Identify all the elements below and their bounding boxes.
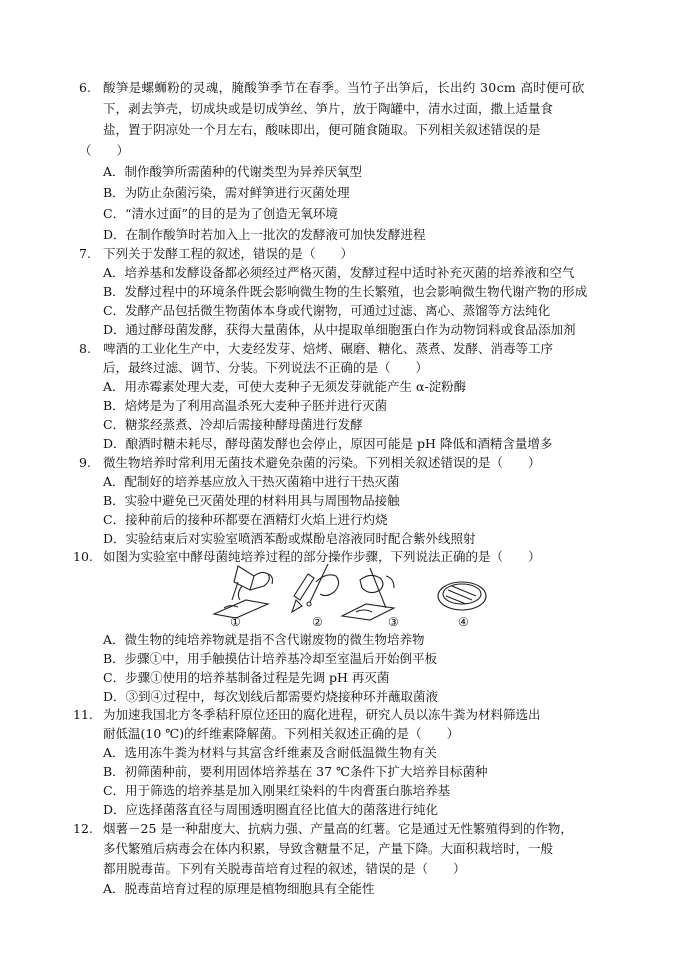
q9-option-a: A．配制好的培养基应放入干热灭菌箱中进行干热灭菌 — [103, 474, 400, 489]
step3-streaking-illustration — [342, 568, 394, 620]
q10-option-b: B．步骤①中，用手触摸估计培养基冷却至室温后开始倒平板 — [103, 651, 438, 666]
q9-stem-line-1: 微生物培养时常利用无菌技术避免杂菌的污染。下列相关叙述错误的是（ ） — [103, 455, 541, 470]
q7-option-a: A．培养基和发酵设备都必须经过严格灭菌，发酵过程中适时补充灭菌的培养液和空气 — [103, 265, 575, 280]
q10-option-c: C．步骤①使用的培养基制备过程是先调 pH 再灭菌 — [103, 670, 390, 685]
q12-option-a: A．脱毒苗培育过程的原理是植物细胞具有全能性 — [103, 881, 375, 896]
q9-option-b: B．实验中避免已灭菌处理的材料用具与周围物品接触 — [103, 493, 400, 508]
q8-option-a: A．用赤霉素处理大麦，可使大麦种子无须发芽就能产生 α-淀粉酶 — [103, 379, 467, 394]
q11-option-c: C．用于筛选的培养基是加入刚果红染料的牛肉膏蛋白胨培养基 — [103, 783, 451, 798]
q9-option-d: D．实验结束后对实验室喷洒苯酚或煤酚皂溶液同时配合紫外线照射 — [103, 531, 476, 546]
q8-number: 8. — [79, 341, 91, 356]
figure-label-2: ② — [312, 615, 323, 628]
q10-stem-line-1: 如图为实验室中酵母菌纯培养过程的部分操作步骤，下列说法正确的是（ ） — [103, 549, 541, 564]
q7-stem-line-1: 下列关于发酵工程的叙述，错误的是（ ） — [103, 246, 354, 261]
step1-pouring-illustration — [214, 566, 273, 618]
q9-number: 9. — [79, 455, 91, 470]
q11-stem-line-2: 耐低温(10 ℃)的纤维素降解菌。下列相关叙述正确的是（ ） — [103, 726, 460, 741]
q12-stem-line-3: 都用脱毒苗。下列有关脱毒苗培育过程的叙述，错误的是（ ） — [103, 861, 466, 876]
q8-option-d: D．酿酒时糖未耗尽，酵母菌发酵也会停止，原因可能是 pH 降低和酒精含量增多 — [103, 436, 553, 451]
q12-number: 12. — [73, 821, 93, 836]
q7-option-c: C．发酵产品包括微生物菌体本身或代谢物，可通过过滤、离心、蒸馏等方法纯化 — [103, 303, 551, 318]
q6-stem-line-2: 下，剥去笋壳，切成块或是切成笋丝、笋片，放于陶罐中，清水过面，撒上适量食 — [103, 101, 554, 116]
q10-number: 10. — [73, 549, 93, 564]
q7-option-b: B．发酵过程中的环境条件既会影响微生物的生长繁殖，也会影响微生物代谢产物的形成 — [103, 284, 588, 299]
q6-stem-line-3: 盐，置于阴凉处一个月左右，酸味即出，便可随食随取。下列相关叙述错误的是 — [103, 122, 541, 137]
q6-option-a: A．制作酸笋所需菌种的代谢类型为异养厌氧型 — [103, 164, 363, 179]
q11-stem-line-1: 为加速我国北方冬季秸秆原位还田的腐化进程，研究人员以冻牛粪为材料筛选出 — [103, 707, 541, 722]
q7-option-d: D．通过酵母菌发酵，获得大量菌体，从中提取单细胞蛋白作为动物饲料或食品添加剂 — [103, 322, 576, 337]
q11-option-a: A．选用冻牛粪为材料与其富含纤维素及含耐低温微生物有关 — [103, 745, 438, 760]
q10-option-d: D．③到④过程中，每次划线后都需要灼烧接种环并蘸取菌液 — [103, 689, 439, 704]
q6-option-c: C．“清水过面”的目的是为了创造无氧环境 — [103, 206, 338, 221]
q6-stem-line-1: 酸笋是螺蛳粉的灵魂，腌酸笋季节在春季。当竹子出笋后，长出约 30cm 高时便可砍 — [103, 80, 585, 95]
q11-option-d: D．应选择菌落直径与周围透明圈直径比值大的菌落进行纯化 — [103, 802, 439, 817]
step2-inoculation-illustration — [292, 564, 339, 612]
q8-option-b: B．焙烤是为了利用高温杀死大麦种子胚并进行灭菌 — [103, 398, 388, 413]
q8-stem-line-1: 啤酒的工业化生产中，大麦经发芽、焙烤、碾磨、糖化、蒸煮、发酵、消毒等工序 — [103, 341, 554, 356]
q12-stem-line-1: 烟薯－25 是一种甜度大、抗病力强、产量高的红薯。它是通过无性繁殖得到的作物， — [103, 821, 573, 836]
q10-option-a: A．微生物的纯培养物就是指不含代谢废物的微生物培养物 — [103, 632, 425, 647]
q6-option-b: B．为防止杂菌污染，需对鲜笋进行灭菌处理 — [103, 185, 350, 200]
q8-stem-line-2: 后，最终过滤、调节、分装。下列说法不正确的是（ ） — [103, 360, 429, 375]
q6-number: 6. — [79, 80, 91, 95]
q6-option-d: D．在制作酸笋时若加入上一批次的发酵液可加快发酵进程 — [103, 227, 426, 242]
q8-option-c: C．糖浆经蒸煮、冷却后需接种酵母菌进行发酵 — [103, 417, 363, 432]
q11-option-b: B．初筛菌种前，要利用固体培养基在 37 ℃条件下扩大培养目标菌种 — [103, 764, 488, 779]
q6-stem-line-4: （ ） — [79, 143, 130, 158]
figure-label-3: ③ — [388, 615, 399, 628]
procedure-figure — [210, 556, 490, 628]
figure-label-4: ④ — [458, 615, 469, 628]
step4-plate-illustration — [438, 582, 486, 610]
q7-number: 7. — [79, 246, 91, 261]
q12-stem-line-2: 多代繁殖后病毒会在体内积累，导致含糖量不足，产量下降。大面积栽培时，一般 — [103, 841, 554, 856]
q11-number: 11. — [73, 707, 93, 722]
figure-label-1: ① — [230, 615, 241, 628]
q9-option-c: C．接种前后的接种环都要在酒精灯火焰上进行灼烧 — [103, 512, 388, 527]
